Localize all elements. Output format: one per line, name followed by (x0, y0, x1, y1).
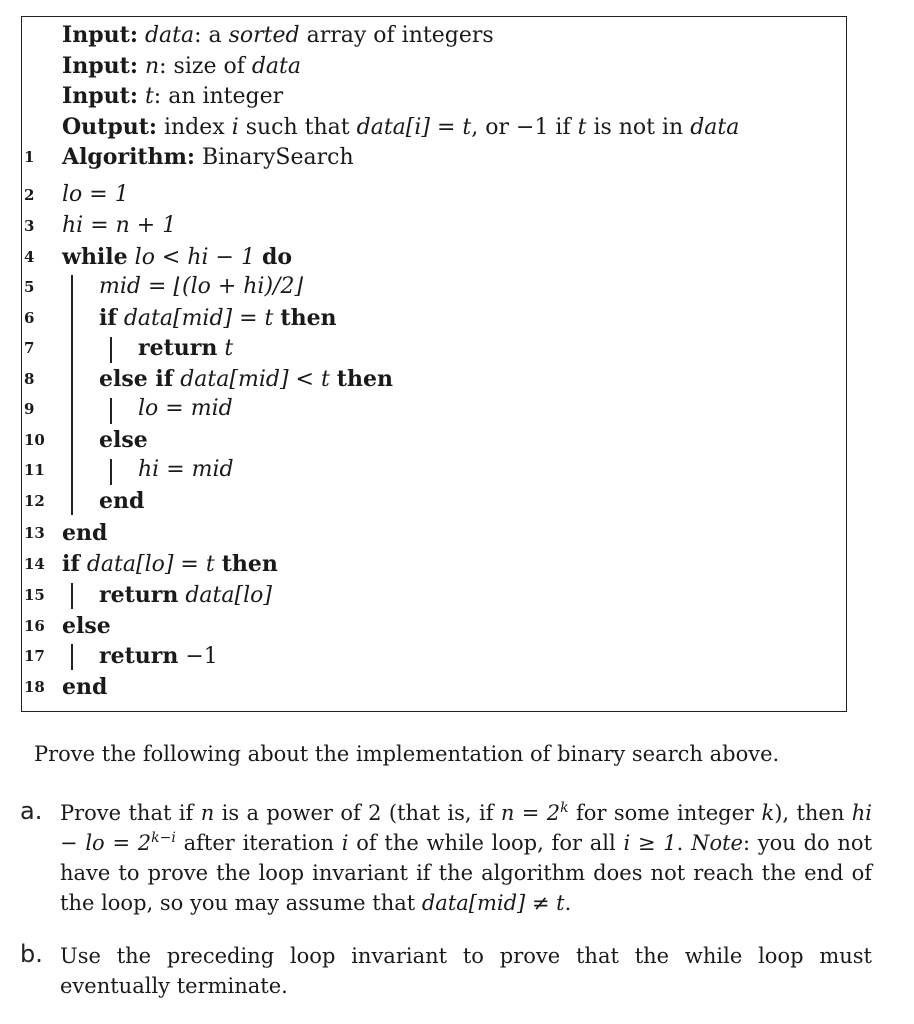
keyword: return (99, 643, 179, 669)
input-desc: : size of (159, 54, 252, 79)
input-line-t (62, 84, 283, 109)
input-line-data (62, 23, 494, 48)
input-label: Input: (62, 53, 138, 79)
keyword: end (99, 488, 145, 514)
keyword: then (221, 551, 278, 577)
expression: t (224, 336, 234, 361)
text: . (564, 891, 572, 915)
input-em: sorted (228, 23, 300, 48)
keyword: while (62, 244, 128, 270)
text: after iteration (175, 831, 342, 855)
line-number: 11 (24, 461, 45, 479)
input-tail: array of integers (299, 23, 494, 48)
text: . (676, 831, 692, 855)
expression: −1 (185, 644, 218, 669)
line-number: 8 (24, 370, 35, 388)
code-text: hi = n + 1 (62, 213, 177, 238)
code-line (22, 242, 842, 272)
code-line (22, 611, 842, 641)
math: i ≥ 1 (623, 831, 677, 855)
code-line (22, 518, 842, 548)
code-line (22, 333, 842, 363)
math: hi − lo = 2 (60, 801, 873, 855)
code-text: hi = mid (138, 457, 234, 482)
keyword: return (138, 335, 218, 361)
expression: lo < hi − 1 (134, 245, 255, 270)
input-desc: : an integer (153, 84, 284, 109)
math-superscript: k (560, 800, 569, 816)
output-text-a: index (156, 115, 232, 140)
output-line (62, 115, 739, 140)
algorithm-name: BinarySearch (202, 145, 354, 170)
code-text (138, 333, 233, 364)
code-line (22, 549, 842, 579)
keyword: else (62, 613, 111, 639)
line-number: 4 (24, 248, 35, 266)
math: i (341, 831, 349, 855)
code-line (22, 641, 842, 671)
code-text: mid = ⌊(lo + hi)/2⌋ (99, 274, 304, 299)
code-text: lo = 1 (62, 182, 129, 207)
code-text (99, 641, 218, 672)
code-text (99, 303, 337, 334)
line-number: 12 (24, 492, 45, 510)
item-a-text (60, 798, 872, 918)
expression: data[lo] (185, 583, 272, 608)
expression: data[mid] < t (180, 367, 330, 392)
input-em: data (251, 54, 301, 79)
code-line (22, 486, 842, 516)
output-label: Output: (62, 114, 157, 140)
line-number: 9 (24, 400, 35, 418)
output-var-data: data (690, 115, 740, 140)
code-text (99, 364, 393, 395)
text: for some integer (568, 801, 762, 825)
output-text-d: is not in (586, 115, 691, 140)
math: data[mid] ≠ t (421, 891, 565, 915)
input-line-n (62, 54, 301, 79)
code-line (22, 211, 842, 241)
input-label: Input: (62, 83, 138, 109)
keyword: then (336, 366, 393, 392)
line-number: 13 (24, 524, 45, 542)
code-line (22, 272, 842, 302)
text: ), then (774, 801, 852, 825)
intro-paragraph: Prove the following about the implementation of binary search above. (34, 742, 780, 766)
math: n = 2 (500, 801, 561, 825)
math: n (200, 801, 215, 825)
text: of the while loop, for all (348, 831, 624, 855)
expression: data[mid] = t (123, 306, 274, 331)
keyword: else if (99, 366, 174, 392)
algo-name-line (22, 142, 842, 172)
code-line (22, 672, 842, 702)
output-text-b: such that (238, 115, 357, 140)
input-label: Input: (62, 22, 138, 48)
code-line (22, 455, 842, 485)
math-superscript: k−i (151, 830, 176, 846)
code-line (22, 394, 842, 424)
line-number: 3 (24, 217, 35, 235)
text: is a power of 2 (that is, if (214, 801, 501, 825)
input-var: n (144, 54, 160, 79)
line-number: 7 (24, 339, 35, 357)
output-text-c: , or −1 if (471, 115, 578, 140)
input-var: t (144, 84, 154, 109)
text: Prove that if (60, 801, 201, 825)
line-number: 16 (24, 617, 45, 635)
keyword: end (62, 674, 108, 700)
keyword: if (62, 551, 80, 577)
line-number: 2 (24, 186, 35, 204)
math: k (761, 801, 775, 825)
code-text (62, 549, 278, 580)
expression: data[lo] = t (86, 552, 215, 577)
keyword: if (99, 305, 117, 331)
algo-name (62, 142, 354, 173)
item-b-text: Use the preceding loop invariant to prove that the while loop must eventually terminate. (60, 944, 872, 998)
line-number: 17 (24, 647, 45, 665)
algorithm-label: Algorithm: (62, 144, 195, 170)
algorithm-box (21, 16, 847, 712)
line-number: 10 (24, 431, 45, 449)
line-number: 18 (24, 678, 45, 696)
note-label: Note (691, 831, 743, 855)
output-var-t: t (577, 115, 587, 140)
keyword: else (99, 427, 148, 453)
output-var-i: i (231, 115, 239, 140)
code-line (22, 180, 842, 210)
keyword: return (99, 582, 179, 608)
line-number: 1 (24, 148, 35, 166)
code-text: lo = mid (138, 396, 233, 421)
line-number: 6 (24, 309, 35, 327)
keyword: then (280, 305, 337, 331)
code-line (22, 364, 842, 394)
code-line (22, 425, 842, 455)
line-number: 14 (24, 555, 45, 573)
input-var: data (144, 23, 195, 48)
line-number: 5 (24, 278, 35, 296)
line-number: 15 (24, 586, 45, 604)
code-text (99, 580, 272, 611)
keyword: end (62, 520, 108, 546)
text: : you do not have to prove the loop invariant if the algorithm does not reach the end of the loop, so you may assume that (60, 831, 873, 915)
code-text (62, 242, 292, 273)
code-line (22, 580, 842, 610)
output-expr: data[i] = t (356, 115, 472, 140)
item-b-label: b. (20, 940, 43, 968)
input-desc: : a (194, 23, 229, 48)
keyword: do (261, 244, 293, 270)
code-line (22, 303, 842, 333)
item-a-label: a. (20, 797, 43, 825)
